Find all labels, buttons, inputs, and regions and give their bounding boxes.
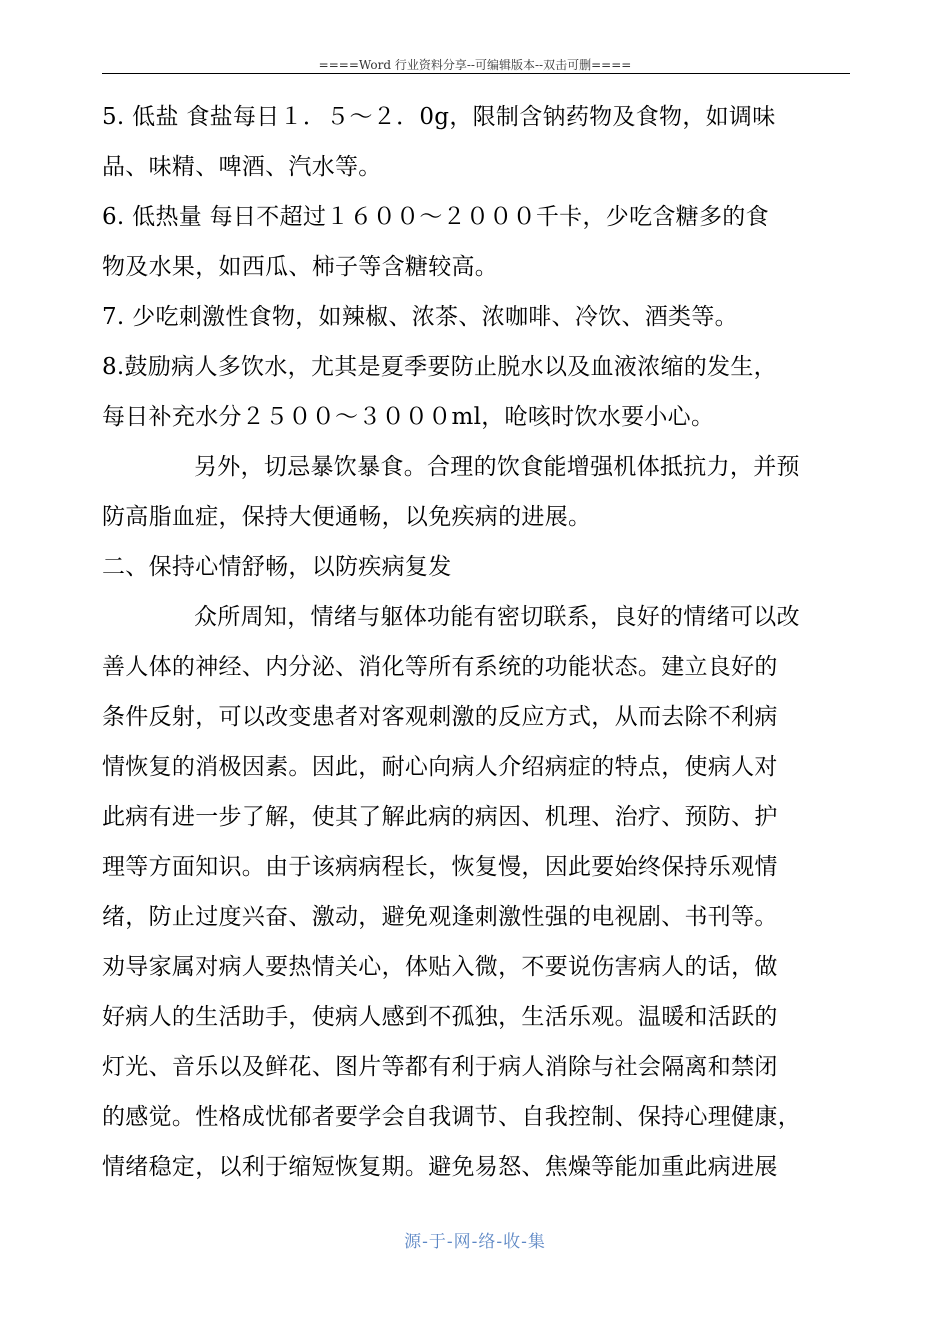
page-header: ====Word 行业资料分享--可编辑版本--双击可删==== (318, 58, 632, 72)
text-line: 好病人的生活助手，使病人感到不孤独，生活乐观。温暖和活跃的 (102, 1004, 778, 1030)
text-line: 绪，防止过度兴奋、激动，避免观逢刺激性强的电视剧、书刊等。 (102, 904, 778, 930)
text-line: 8.鼓励病人多饮水，尤其是夏季要防止脱水以及血液浓缩的发生， (102, 354, 777, 380)
section-heading: 二、保持心情舒畅，以防疾病复发 (102, 554, 452, 580)
text-line: 善人体的神经、内分泌、消化等所有系统的功能状态。建立良好的 (102, 654, 778, 680)
text-line: 6. 低热量 每日不超过１６００～２０００千卡，少吃含糖多的食 (102, 204, 769, 230)
text-line: 5. 低盐 食盐每日１．５～２．0g，限制含钠药物及食物，如调味 (102, 104, 776, 130)
text-line: 情绪稳定，以利于缩短恢复期。避免易怒、焦燥等能加重此病进展 (102, 1154, 778, 1180)
text-line: 劝导家属对病人要热情关心，体贴入微，不要说伤害病人的话，做 (102, 954, 778, 980)
text-line: 每日补充水分２５００～３０００ml，呛咳时饮水要小心。 (102, 404, 715, 430)
text-line-indented: 另外，切忌暴饮暴食。合理的饮食能增强机体抵抗力，并预 (194, 454, 800, 480)
document-body (102, 92, 850, 1192)
text-line: 防高脂血症，保持大便通畅，以免疾病的进展。 (102, 504, 592, 530)
text-line: 品、味精、啤酒、汽水等。 (102, 154, 382, 180)
text-line: 的感觉。性格成忧郁者要学会自我调节、自我控制、保持心理健康， (102, 1104, 801, 1130)
text-line: 此病有进一步了解，使其了解此病的病因、机理、治疗、预防、护 (102, 804, 778, 830)
text-line: 理等方面知识。由于该病病程长，恢复慢，因此要始终保持乐观情 (102, 854, 778, 880)
header-divider (102, 73, 850, 74)
text-line: 7. 少吃刺激性食物，如辣椒、浓茶、浓咖啡、冷饮、酒类等。 (102, 304, 738, 330)
text-line-indented: 众所周知，情绪与躯体功能有密切联系，良好的情绪可以改 (194, 604, 800, 630)
text-line: 情恢复的消极因素。因此，耐心向病人介绍病症的特点，使病人对 (102, 754, 778, 780)
text-line: 条件反射，可以改变患者对客观刺激的反应方式，从而去除不利病 (102, 704, 778, 730)
page-footer: 源-于-网-络-收-集 (404, 1232, 546, 1252)
text-line: 灯光、音乐以及鲜花、图片等都有利于病人消除与社会隔离和禁闭 (102, 1054, 778, 1080)
text-line: 物及水果，如西瓜、柿子等含糖较高。 (102, 254, 499, 280)
